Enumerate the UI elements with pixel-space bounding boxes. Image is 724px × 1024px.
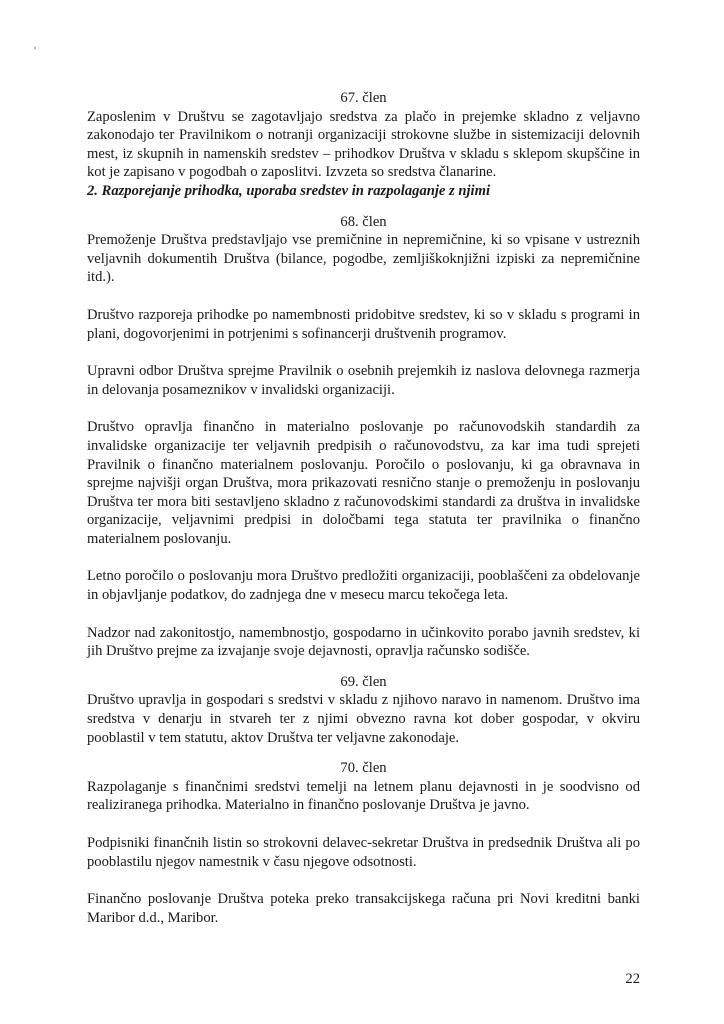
article-heading-68: 68. člen: [340, 213, 387, 230]
paragraph: Zaposlenim v Društvu se zagotavljajo sredstva za plačo in prejemke skladno z veljavno zakonodajo ter Pravilnikom o notranji organizaciji strokovne službe in sistemizaciji delovnih mest, iz skupnih in namenskih sredstev – prihodkov Društva v skladu s sklepom skupščine in kot je zapisano v pogodbah o zaposlitvi. Izvzeta so sredstva članarine.: [87, 108, 640, 181]
section-title: 2. Razporejanje prihodka, uporaba sredstev in razpolaganje z njimi: [87, 182, 491, 199]
paragraph: Društvo razporeja prihodke po namembnosti pridobitve sredstev, ki so v skladu s programi in plani, dogovorjenimi in potrjenimi s sofinancerji društvenih programov.: [87, 306, 640, 342]
paragraph: Društvo upravlja in gospodari s sredstvi v skladu z njihovo naravo in namenom. Društvo ima sredstva v denarju in stvareh ter z njimi obvezno ravna kot dober gospodar, v okviru pooblastil v tem statutu, aktov Društva ter veljavne zakonodaje.: [87, 692, 640, 746]
paragraph: Društvo opravlja finančno in materialno poslovanje po računovodskih standardih za invalidske organizacije ter veljavnih predpisih o računovodstvu, za kar ima tudi sprejeti Pravilnik o finančno materialnem poslovanju. Poročilo o poslovanju, ki ga obravnava in sprejme najvišji organ Društva, mora prikazovati resnično stanje o premoženju in poslovanju Društva ter mora biti sestavljeno skladno z računovodskimi standardi za društva in invalidske organizacije, veljavnimi predpisi in določbami tega statuta ter pravilnika o finančno materialnem poslovanju.: [87, 419, 640, 547]
paragraph: Premoženje Društva predstavljajo vse premičnine in nepremičnine, ki so vpisane v ustreznih veljavnih dokumentih Društva (bilance, pogodbe, zemljiškoknjižni izpiski za nepremičnine itd.).: [87, 232, 640, 286]
page-number: 22: [625, 971, 640, 987]
paragraph: Letno poročilo o poslovanju mora Društvo predložiti organizaciji, pooblaščeni za obdelovanje in objavljanje podatkov, do zadnjega dne v mesecu marcu tekočega leta.: [87, 568, 640, 604]
paragraph: Finančno poslovanje Društva poteka preko transakcijskega računa pri Novi kreditni banki Maribor d.d., Maribor.: [87, 891, 640, 926]
paragraph: Podpisniki finančnih listin so strokovni delavec-sekretar Društva in predsednik Društva ali po pooblastilu njegov namestnik v času njegove odsotnosti.: [87, 835, 640, 870]
scan-speck: [34, 47, 36, 49]
article-heading-70: 70. člen: [340, 760, 387, 777]
article-heading-69: 69. člen: [340, 673, 387, 690]
paragraph: Upravni odbor Društva sprejme Pravilnik o osebnih prejemkih iz naslova delovnega razmerja in delovanja posameznikov v invalidski organizaciji.: [87, 363, 640, 398]
article-heading-67: 67. člen: [340, 90, 387, 106]
document-body: [87, 89, 640, 927]
paragraph: Nadzor nad zakonitostjo, namembnostjo, gospodarno in učinkovito porabo javnih sredstev, ki jih Društvo prejme za izvajanje svoje dejavnosti, opravlja računsko sodišče.: [87, 624, 640, 660]
paragraph: Razpolaganje s finančnimi sredstvi temelji na letnem planu dejavnosti in je soodvisno od realiziranega prihodka. Materialno in finančno poslovanje Društva je javno.: [87, 778, 640, 814]
